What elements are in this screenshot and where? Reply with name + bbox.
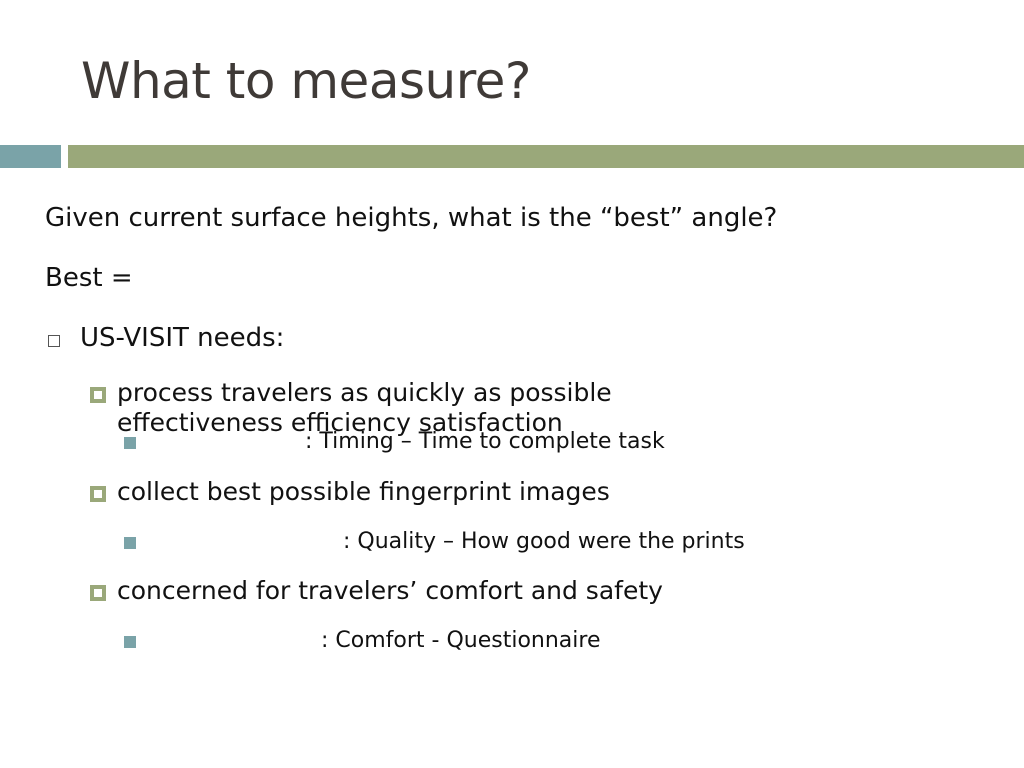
needs-heading: US-VISIT needs: — [80, 323, 285, 353]
point-1-note: effectiveness efficiency satisfaction — [117, 408, 563, 437]
header-accent-bar-olive — [68, 145, 1024, 168]
point-3-sub: : Comfort - Questionnaire — [321, 628, 601, 653]
best-text: Best = — [45, 263, 133, 293]
header-accent-bar-teal — [0, 145, 61, 168]
point-2-text: collect best possible fingerprint images — [117, 477, 610, 506]
olive-square-bullet-icon — [90, 585, 106, 601]
point-1-text: process travelers as quickly as possible — [117, 378, 612, 407]
point-3-text: concerned for travelers’ comfort and safety — [117, 576, 663, 605]
point-1-sub: : Timing – Time to complete task — [305, 429, 665, 454]
point-2-sub: : Quality – How good were the prints — [343, 529, 745, 554]
olive-square-bullet-icon — [90, 387, 106, 403]
olive-square-bullet-icon — [90, 486, 106, 502]
teal-square-bullet-icon — [124, 437, 136, 449]
hollow-square-bullet-icon — [48, 335, 60, 347]
slide-title: What to measure? — [81, 52, 531, 110]
teal-square-bullet-icon — [124, 636, 136, 648]
teal-square-bullet-icon — [124, 537, 136, 549]
question-text: Given current surface heights, what is the “best” angle? — [45, 203, 778, 233]
